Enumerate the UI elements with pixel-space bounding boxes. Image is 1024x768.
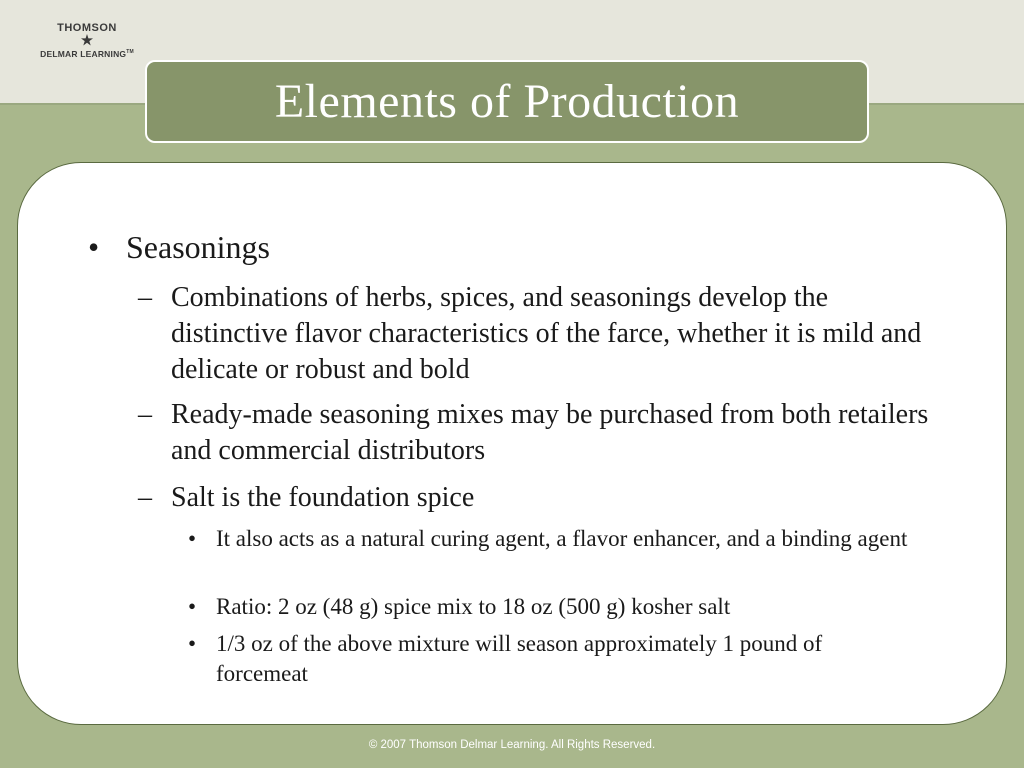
content-panel bbox=[17, 162, 1007, 725]
dash-marker: – bbox=[138, 399, 152, 430]
logo-bottom-text bbox=[22, 47, 152, 59]
slide-title: Elements of Production bbox=[274, 75, 740, 128]
trademark-mark: TM bbox=[126, 49, 134, 55]
copyright-footer: © 2007 Thomson Delmar Learning. All Rights Reserved. bbox=[368, 739, 656, 751]
dash-marker: – bbox=[138, 282, 152, 313]
publisher-logo bbox=[22, 22, 152, 64]
bullet-text: Seasonings bbox=[126, 229, 270, 265]
dash-marker: – bbox=[138, 482, 152, 513]
bullet-marker: • bbox=[188, 594, 197, 619]
bullet-marker: • bbox=[188, 526, 197, 551]
logo-top-text: THOMSON bbox=[57, 22, 117, 34]
sub-sub-bullet-text: It also acts as a natural curing agent, a flavor enhancer, and a binding agent bbox=[216, 526, 908, 551]
title-box bbox=[145, 60, 869, 143]
sub-bullet-text: Combinations of herbs, spices, and seasonings develop the distinctive flavor characteristics of the farce, whether it is mild and delicate or robust and bold bbox=[171, 282, 922, 385]
sub-bullet-text: Ready-made seasoning mixes may be purchased from both retailers and commercial distributors bbox=[171, 399, 929, 466]
bullet-marker: • bbox=[88, 229, 100, 265]
sub-bullet-text: Salt is the foundation spice bbox=[171, 482, 475, 513]
star-icon bbox=[22, 34, 152, 47]
sub-sub-bullet-text: 1/3 oz of the above mixture will season approximately 1 pound of forcemeat bbox=[216, 631, 823, 686]
logo-bottom-label: DELMAR LEARNING bbox=[40, 48, 127, 59]
bullet-marker: • bbox=[188, 631, 197, 656]
sub-sub-bullet-text: Ratio: 2 oz (48 g) spice mix to 18 oz (500 g) kosher salt bbox=[216, 594, 731, 619]
